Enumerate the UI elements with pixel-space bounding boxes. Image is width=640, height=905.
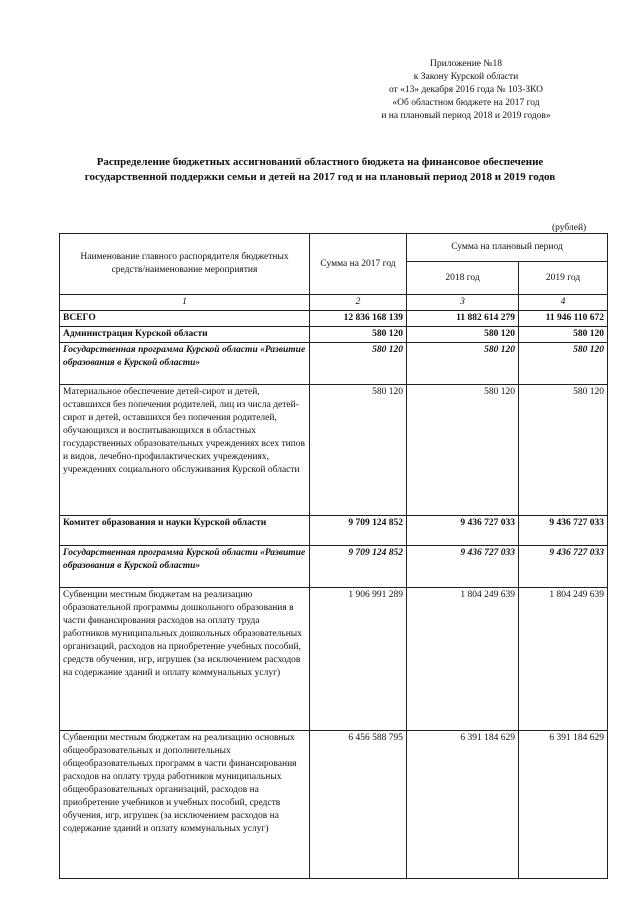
- header-name: Наименование главного распорядителя бюджетных средств/наименование мероприятия: [60, 234, 310, 295]
- header-2019: 2019 год: [519, 262, 608, 295]
- row-name: Администрация Курской области: [60, 327, 310, 343]
- header-2018: 2018 год: [407, 262, 519, 295]
- row-value-2018: 9 436 727 033: [407, 516, 519, 546]
- row-value-2018: 9 436 727 033: [407, 546, 519, 588]
- row-value-2018: 1 804 249 639: [407, 588, 519, 731]
- row-value-2019: 11 946 110 672: [519, 311, 608, 327]
- row-value-2019: 580 120: [519, 343, 608, 385]
- title-line: Распределение бюджетных ассигнований областного бюджета на финансовое обеспечение: [96, 156, 544, 168]
- row-name: Комитет образования и науки Курской области: [60, 516, 310, 546]
- table-row: [60, 516, 608, 546]
- header-planned-period: Сумма на плановый период: [407, 234, 608, 262]
- row-value-2019: 9 436 727 033: [519, 546, 608, 588]
- row-value-2017: 9 709 124 852: [310, 546, 407, 588]
- row-value-2019: 580 120: [519, 327, 608, 343]
- row-name: Государственная программа Курской области «Развитие образования в Курской области»: [60, 546, 310, 588]
- col-number: 4: [519, 295, 608, 311]
- appendix-line: к Закону Курской области: [413, 72, 519, 82]
- row-value-2017: 580 120: [310, 343, 407, 385]
- title-line: государственной поддержки семьи и детей на 2017 год и на плановый период 2018 и 2019 годов: [84, 171, 556, 183]
- col-number: 3: [407, 295, 519, 311]
- row-value-2018: 11 882 614 279: [407, 311, 519, 327]
- table-row: [60, 546, 608, 588]
- row-value-2017: 12 836 168 139: [310, 311, 407, 327]
- appendix-line: Приложение №18: [430, 59, 502, 69]
- column-numbers-row: [60, 295, 608, 311]
- row-value-2019: 6 391 184 629: [519, 731, 608, 879]
- table-row: [60, 588, 608, 731]
- row-value-2019: 580 120: [519, 385, 608, 516]
- row-value-2017: 580 120: [310, 385, 407, 516]
- document-title: [30, 155, 610, 185]
- appendix-line: от «13» декабря 2016 года № 103-ЗКО: [388, 85, 544, 95]
- table-row: [60, 327, 608, 343]
- table-row: [60, 343, 608, 385]
- row-name: Государственная программа Курской области «Развитие образования в Курской области»: [60, 343, 310, 385]
- row-value-2019: 1 804 249 639: [519, 588, 608, 731]
- row-value-2018: 580 120: [407, 385, 519, 516]
- header-sum-2017: Сумма на 2017 год: [310, 234, 407, 295]
- row-value-2019: 9 436 727 033: [519, 516, 608, 546]
- row-value-2018: 580 120: [407, 343, 519, 385]
- appendix-line: и на плановый период 2018 и 2019 годов»: [381, 111, 551, 121]
- row-value-2018: 6 391 184 629: [407, 731, 519, 879]
- row-value-2017: 1 906 991 289: [310, 588, 407, 731]
- table-row: [60, 385, 608, 516]
- header-row: [60, 234, 608, 262]
- row-name: ВСЕГО: [60, 311, 310, 327]
- row-value-2018: 580 120: [407, 327, 519, 343]
- col-number: 1: [60, 295, 310, 311]
- row-name: Материальное обеспечение детей-сирот и детей, оставшихся без попечения родителей, лиц из числа детей-сирот и детей, оставшихся без попечения родителей, обучающихся и воспитывающихся в областных государственных образовательных учреждениях всех типов и видов, лечебно-профилактических учреждениях, учреждениях социального обслуживания Курской области: [60, 385, 310, 516]
- appendix-note: [335, 58, 597, 123]
- row-value-2017: 580 120: [310, 327, 407, 343]
- table-row: [60, 731, 608, 879]
- budget-table: [59, 233, 608, 879]
- row-name: Субвенции местным бюджетам на реализацию образовательной программы дошкольного образования в части финансирования расходов на оплату труда работников муниципальных дошкольных образовательных организаций, расходов на приобретение учебных пособий, средств обучения, игр, игрушек (за исключением расходов на содержание зданий и оплату коммунальных услуг): [60, 588, 310, 731]
- col-number: 2: [310, 295, 407, 311]
- row-value-2017: 6 456 588 795: [310, 731, 407, 879]
- row-name: Субвенции местным бюджетам на реализацию основных общеобразовательных и дополнительных общеобразовательных программ в части финансирования расходов на оплату труда работников муниципальных общеобразовательных организаций, расходов на приобретение учебников и учебных пособий, средств обучения, игр, игрушек (за исключением расходов на содержание зданий и оплату коммунальных услуг): [60, 731, 310, 879]
- table-row: [60, 311, 608, 327]
- units-label: (рублей): [552, 223, 587, 233]
- row-value-2017: 9 709 124 852: [310, 516, 407, 546]
- appendix-line: «Об областном бюджете на 2017 год: [392, 98, 540, 108]
